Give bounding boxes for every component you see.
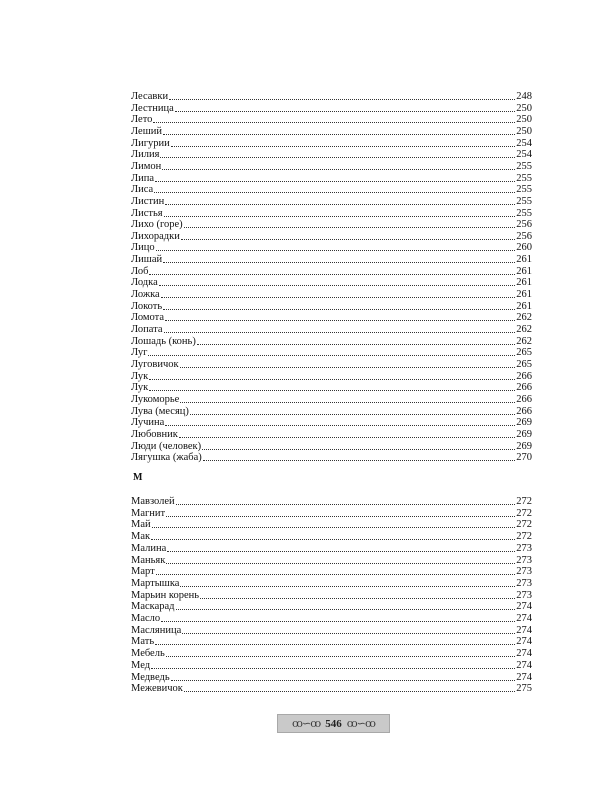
index-entry [131, 382, 532, 394]
entry-page-number: 266 [516, 382, 532, 394]
entry-term: Лицо [131, 242, 155, 254]
entry-page-number: 274 [516, 613, 532, 624]
dot-leader [180, 367, 516, 368]
entry-page-number: 262 [516, 335, 532, 347]
index-entry [131, 636, 532, 648]
entry-term: Мак [131, 531, 151, 543]
dot-leader [203, 460, 516, 461]
index-entry [131, 417, 532, 429]
dot-leader [153, 122, 515, 123]
index-entry [131, 613, 532, 625]
index-entry [131, 242, 532, 254]
entry-term: Масло [131, 613, 161, 624]
index-entry [131, 531, 532, 543]
dot-leader [161, 297, 516, 298]
entry-page-number: 262 [516, 324, 532, 335]
dot-leader [149, 379, 515, 380]
dot-leader [171, 680, 516, 681]
entry-term: Лихорадки [131, 230, 180, 242]
entry-page-number: 248 [516, 91, 532, 102]
page-footer [277, 714, 390, 733]
dot-leader [156, 574, 516, 575]
dot-leader [163, 262, 515, 263]
index-entry [131, 126, 532, 138]
index-entry [131, 394, 532, 406]
index-entry [131, 208, 532, 220]
entry-page-number: 266 [516, 370, 532, 382]
entry-term: Лува (месяц) [131, 405, 189, 417]
entry-term: Любовник [131, 428, 178, 440]
dot-leader [197, 344, 515, 345]
index-entry [131, 578, 532, 590]
index-entry [131, 601, 532, 613]
entry-page-number: 269 [516, 417, 532, 429]
dot-leader [176, 609, 516, 610]
index-entry [131, 660, 532, 672]
entry-term: Лето [131, 114, 153, 126]
entry-page-number: 265 [516, 347, 532, 359]
dot-leader [155, 181, 515, 182]
entry-page-number: 262 [516, 312, 532, 324]
entry-page-number: 274 [516, 648, 532, 660]
index-entry [131, 301, 532, 313]
entry-term: Лигурии [131, 137, 170, 149]
entry-term: Лесавки [131, 91, 169, 102]
index-entry [131, 312, 532, 324]
entry-page-number: 269 [516, 428, 532, 440]
entry-page-number: 250 [516, 114, 532, 126]
entry-term: Малина [131, 542, 167, 554]
dot-leader [165, 425, 515, 426]
entry-page-number: 255 [516, 195, 532, 207]
dot-leader [176, 504, 516, 505]
entry-page-number: 261 [516, 265, 532, 277]
dot-leader [149, 390, 515, 391]
index-entry [131, 496, 532, 508]
dot-leader [163, 309, 515, 310]
entry-page-number: 273 [516, 542, 532, 554]
entry-page-number: 272 [516, 531, 532, 543]
entry-page-number: 274 [516, 636, 532, 648]
entry-page-number: 261 [516, 254, 532, 266]
dot-leader [149, 274, 515, 275]
dot-leader [152, 527, 516, 528]
dot-leader [190, 414, 515, 415]
entry-term: Лимон [131, 160, 162, 172]
dot-leader [200, 598, 515, 599]
dot-leader [166, 656, 515, 657]
dot-leader [163, 134, 515, 135]
dot-leader [148, 355, 515, 356]
dot-leader [184, 227, 516, 228]
entry-term: Лилия [131, 149, 160, 161]
entry-page-number: 266 [516, 405, 532, 417]
entry-page-number: 272 [516, 496, 532, 507]
index-entry [131, 441, 532, 453]
entry-term: Лопата [131, 324, 163, 335]
entry-term: Лодка [131, 277, 158, 289]
index-entry [131, 266, 532, 278]
entry-page-number: 269 [516, 440, 532, 452]
dot-leader [160, 157, 515, 158]
entry-term: Мартышка [131, 577, 180, 589]
entry-term: Люди (человек) [131, 440, 202, 452]
entry-page-number: 274 [516, 659, 532, 671]
entry-term: Маскарад [131, 601, 175, 613]
dot-leader [171, 146, 515, 147]
index-entry [131, 184, 532, 196]
index-entry [131, 173, 532, 185]
dot-leader [180, 586, 515, 587]
index-entry [131, 324, 532, 336]
entry-term: Локоть [131, 300, 163, 312]
dot-leader [166, 516, 515, 517]
entry-page-number: 275 [516, 683, 532, 695]
entry-page-number: 256 [516, 219, 532, 231]
entry-term: Листин [131, 195, 165, 207]
index-entry [131, 590, 532, 602]
entry-term: Мать [131, 636, 155, 648]
dot-leader [164, 332, 516, 333]
index-entry [131, 149, 532, 161]
entry-page-number: 274 [516, 671, 532, 683]
entry-page-number: 261 [516, 289, 532, 301]
index-entry [131, 114, 532, 126]
dot-leader [184, 691, 515, 692]
dot-leader [156, 250, 516, 251]
entry-page-number: 273 [516, 577, 532, 589]
dot-leader [151, 668, 515, 669]
entry-term: Маньяк [131, 554, 166, 566]
dot-leader [165, 204, 515, 205]
entry-page-number: 255 [516, 172, 532, 184]
entry-term: Листья [131, 207, 163, 219]
dot-leader [162, 169, 515, 170]
entry-page-number: 254 [516, 137, 532, 149]
entry-term: Луговичок [131, 358, 179, 370]
index-entry [131, 683, 532, 695]
dot-leader [161, 621, 515, 622]
index-entry [131, 555, 532, 567]
entry-term: Ломота [131, 312, 165, 324]
entry-page-number: 250 [516, 125, 532, 137]
index-entry [131, 672, 532, 684]
entry-term: Лук [131, 382, 149, 394]
dot-leader [180, 402, 515, 403]
entry-page-number: 273 [516, 589, 532, 601]
index-entry [131, 566, 532, 578]
entry-term: Март [131, 566, 155, 578]
entry-page-number: 270 [516, 452, 532, 464]
index-entry [131, 625, 532, 637]
entry-page-number: 250 [516, 102, 532, 114]
entry-page-number: 256 [516, 230, 532, 242]
entry-term: Ложка [131, 289, 160, 301]
entry-page-number: 272 [516, 507, 532, 519]
dot-leader [164, 216, 516, 217]
index-entry [131, 161, 532, 173]
dot-leader [155, 644, 515, 645]
entry-page-number: 273 [516, 554, 532, 566]
entry-page-number: 261 [516, 300, 532, 312]
entry-term: Марьин корень [131, 589, 200, 601]
index-entry [131, 254, 532, 266]
entry-page-number: 274 [516, 601, 532, 613]
entry-term: Липа [131, 172, 155, 184]
entry-term: Лишай [131, 254, 163, 266]
index-entry [131, 519, 532, 531]
dot-leader [181, 239, 515, 240]
index-entry [131, 219, 532, 231]
index-entry [131, 91, 532, 103]
entry-term: Лестница [131, 102, 174, 114]
entry-page-number: 274 [516, 624, 532, 636]
entry-term: Лиса [131, 184, 154, 196]
page-number: 546 [325, 717, 342, 730]
index-entry [131, 429, 532, 441]
index-entry [131, 543, 532, 555]
index-entry [131, 452, 532, 464]
entry-term: Магнит [131, 507, 166, 519]
entry-term: Луг [131, 347, 148, 359]
index-entry [131, 103, 532, 115]
entry-page-number: 255 [516, 160, 532, 172]
index-entry [131, 648, 532, 660]
dot-leader [166, 563, 515, 564]
entry-term: Лук [131, 370, 149, 382]
dot-leader [175, 111, 516, 112]
index-entry [131, 138, 532, 150]
index-entry [131, 289, 532, 301]
dot-leader [202, 449, 515, 450]
index-entry [131, 277, 532, 289]
entry-page-number: 255 [516, 207, 532, 219]
index-entry [131, 508, 532, 520]
entry-term: Мебель [131, 648, 165, 660]
ornament-right-icon: ꝏ∽ꝏ [346, 718, 375, 730]
entry-term: Мед [131, 659, 151, 671]
section-letter-m: М [133, 472, 143, 483]
entry-term: Медведь [131, 671, 170, 683]
entry-page-number: 273 [516, 566, 532, 578]
entry-term: Лягушка (жаба) [131, 452, 202, 464]
entry-term: Лихо (горе) [131, 219, 183, 231]
dot-leader [165, 320, 515, 321]
index-entry [131, 371, 532, 383]
entry-page-number: 272 [516, 519, 532, 531]
index-entry [131, 347, 532, 359]
dot-leader [159, 285, 515, 286]
dot-leader [167, 551, 515, 552]
entry-page-number: 265 [516, 358, 532, 370]
index-entry [131, 336, 532, 348]
entry-term: Леший [131, 125, 163, 137]
entry-term: Лукоморье [131, 393, 180, 405]
dot-leader [169, 99, 515, 100]
entry-page-number: 254 [516, 149, 532, 161]
entry-term: Межевичок [131, 683, 183, 695]
dot-leader [151, 539, 515, 540]
dot-leader [182, 633, 515, 634]
entry-term: Лошадь (конь) [131, 335, 196, 347]
dot-leader [154, 192, 515, 193]
entry-page-number: 266 [516, 393, 532, 405]
entry-page-number: 260 [516, 242, 532, 254]
index-entry [131, 406, 532, 418]
entry-term: Масляница [131, 624, 182, 636]
index-entry [131, 231, 532, 243]
entry-term: Лоб [131, 265, 149, 277]
entry-page-number: 261 [516, 277, 532, 289]
dot-leader [179, 437, 515, 438]
ornament-left-icon: ꝏ∽ꝏ [292, 718, 321, 730]
entry-page-number: 255 [516, 184, 532, 196]
entry-term: Мавзолей [131, 496, 175, 507]
entry-term: Лучина [131, 417, 165, 429]
index-entry [131, 359, 532, 371]
index-entry [131, 196, 532, 208]
entry-term: Май [131, 519, 151, 531]
